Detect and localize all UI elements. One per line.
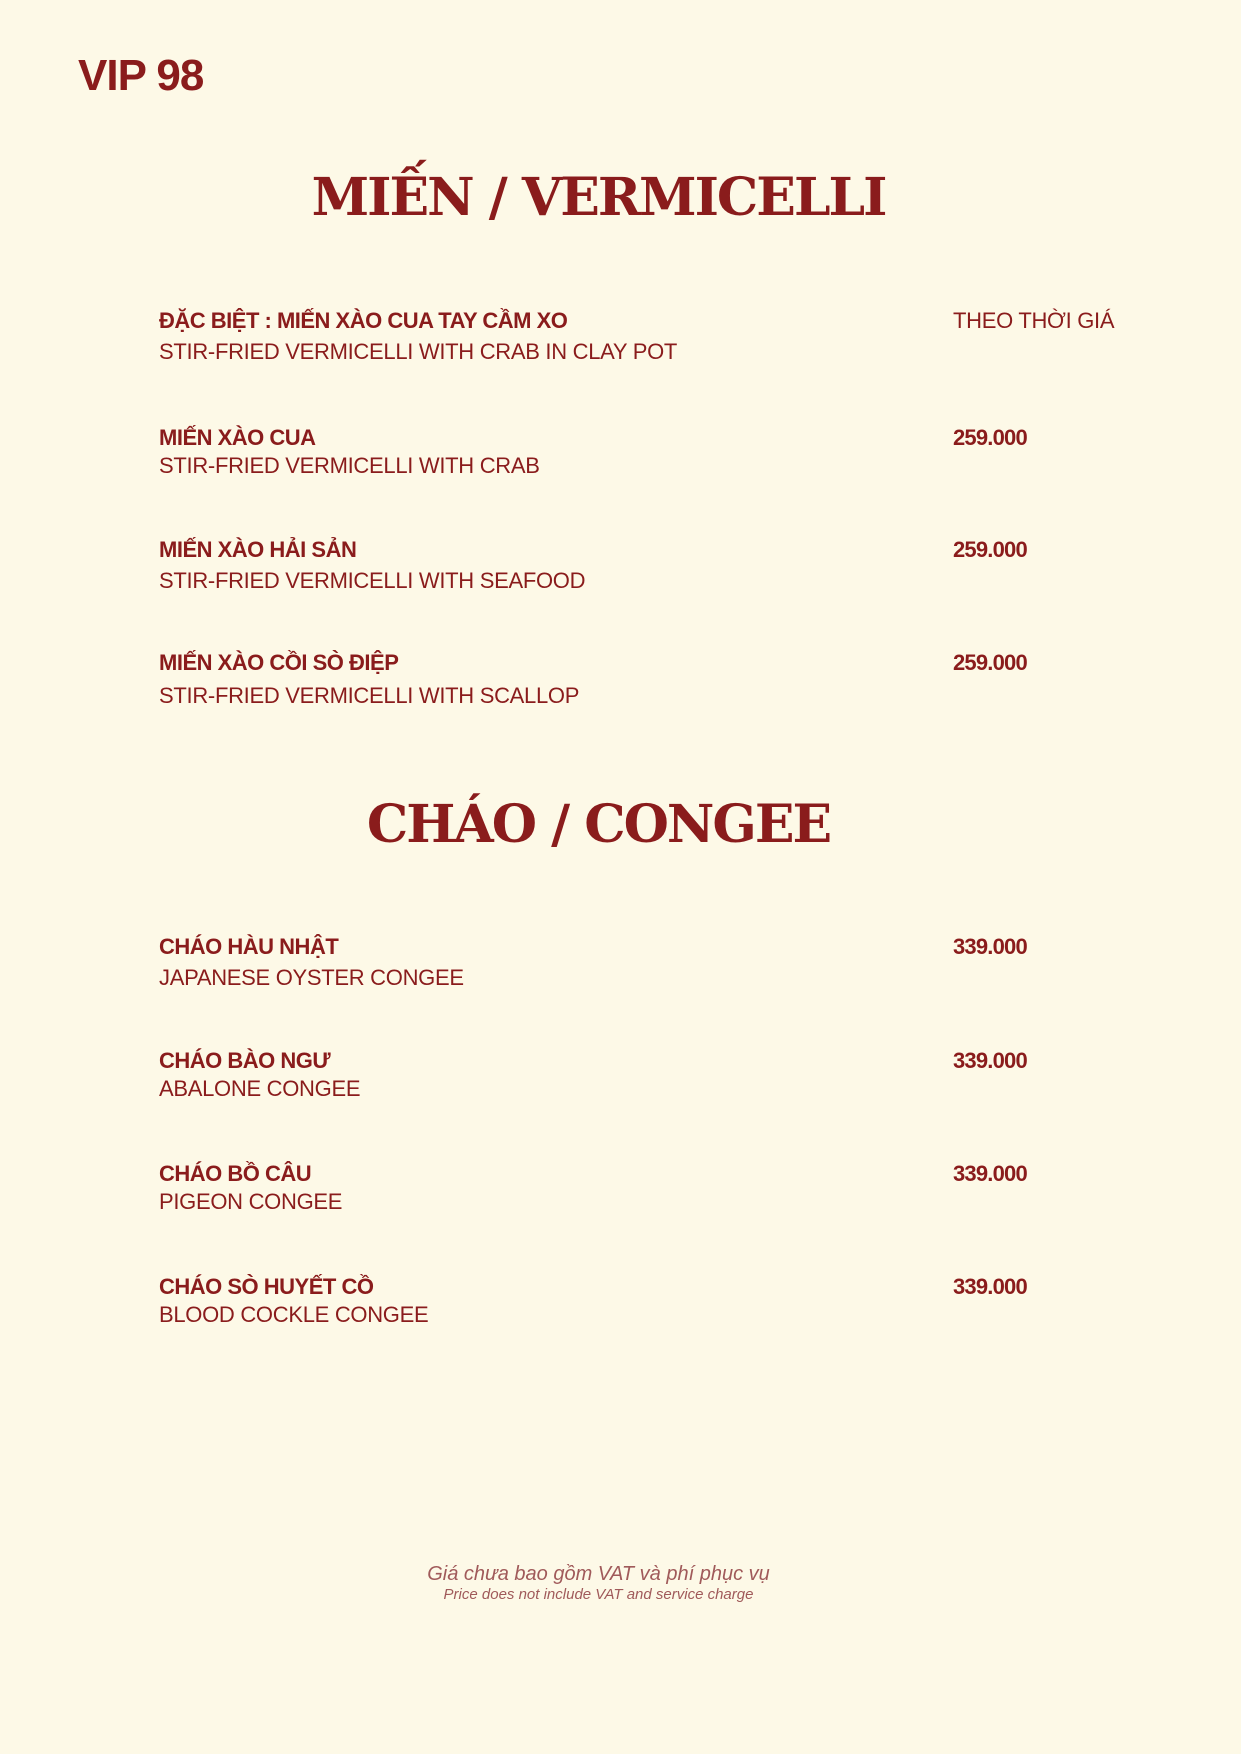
item-price: 339.000 bbox=[953, 1048, 1027, 1073]
menu-item bbox=[159, 536, 1159, 595]
footnote-en: Price does not include VAT and service charge bbox=[443, 1586, 754, 1603]
item-name-en: STIR-FRIED VERMICELLI WITH CRAB bbox=[159, 453, 540, 478]
menu-item bbox=[159, 1047, 1159, 1103]
price-footnote bbox=[0, 1562, 1197, 1604]
item-name-vn: CHÁO SÒ HUYẾT CỒ bbox=[159, 1274, 374, 1299]
item-name-en: STIR-FRIED VERMICELLI WITH SCALLOP bbox=[159, 683, 580, 708]
item-name-en: JAPANESE OYSTER CONGEE bbox=[159, 965, 464, 990]
menu-item bbox=[159, 1160, 1159, 1216]
item-price: 339.000 bbox=[953, 934, 1027, 959]
menu-item bbox=[159, 307, 1159, 366]
item-name-en: PIGEON CONGEE bbox=[159, 1189, 343, 1214]
item-name-vn: MIẾN XÀO CUA bbox=[159, 425, 316, 450]
item-name-vn: MIẾN XÀO CỒI SÒ ĐIỆP bbox=[159, 650, 399, 675]
menu-item bbox=[159, 933, 1159, 992]
item-name-vn: ĐẶC BIỆT : MIẾN XÀO CUA TAY CẦM XO bbox=[159, 308, 568, 333]
footnote-vn: Giá chưa bao gồm VAT và phí phục vụ bbox=[427, 1563, 770, 1585]
menu-item bbox=[159, 649, 1159, 710]
item-price: 259.000 bbox=[953, 650, 1027, 675]
item-name-en: STIR-FRIED VERMICELLI WITH CRAB IN CLAY POT bbox=[159, 339, 678, 364]
item-name-vn: CHÁO BỒ CÂU bbox=[159, 1161, 312, 1186]
menu-item bbox=[159, 1273, 1159, 1329]
item-price: 259.000 bbox=[953, 425, 1027, 450]
menu-item bbox=[159, 424, 1159, 480]
item-name-vn: MIẾN XÀO HẢI SẢN bbox=[159, 537, 357, 562]
section-title-congee: CHÁO / CONGEE bbox=[366, 794, 831, 855]
item-price: 259.000 bbox=[953, 537, 1027, 562]
item-price: 339.000 bbox=[953, 1274, 1027, 1299]
item-name-en: STIR-FRIED VERMICELLI WITH SEAFOOD bbox=[159, 568, 586, 593]
item-price: 339.000 bbox=[953, 1161, 1027, 1186]
section-title-vermicelli: MIẾN / VERMICELLI bbox=[311, 167, 886, 228]
item-name-en: ABALONE CONGEE bbox=[159, 1076, 361, 1101]
item-price: THEO THỜI GIÁ bbox=[953, 308, 1115, 333]
item-name-vn: CHÁO BÀO NGƯ bbox=[159, 1048, 331, 1073]
item-name-en: BLOOD COCKLE CONGEE bbox=[159, 1302, 429, 1327]
brand-logo: VIP 98 bbox=[78, 51, 204, 100]
item-name-vn: CHÁO HÀU NHẬT bbox=[159, 934, 339, 959]
